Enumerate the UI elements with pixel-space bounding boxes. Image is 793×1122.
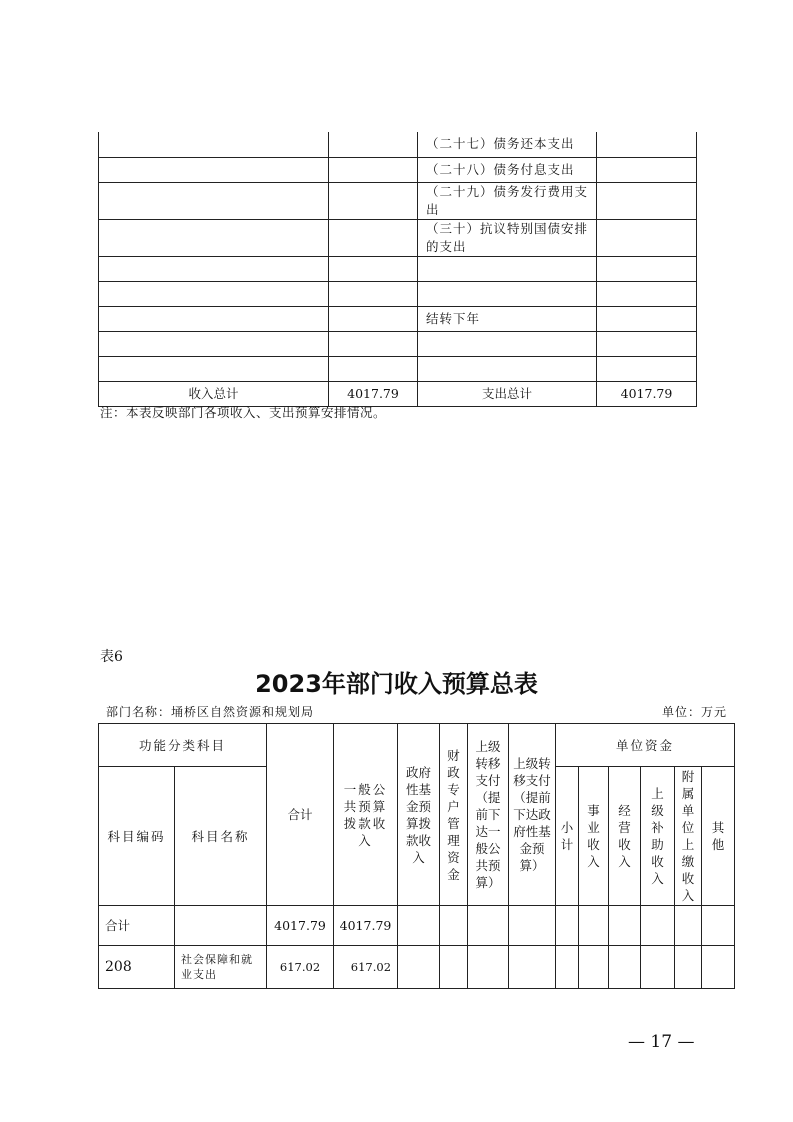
header-general: 一般公共预算拨款收入 bbox=[334, 724, 398, 906]
header-operating: 经营收入 bbox=[609, 767, 641, 906]
header-business: 事业收入 bbox=[579, 767, 609, 906]
cell-c2 bbox=[329, 256, 418, 281]
header-other: 其他 bbox=[702, 767, 735, 906]
cell-c1 bbox=[99, 157, 329, 182]
cell-c3: 支出总计 bbox=[418, 381, 597, 406]
header-code: 科目编码 bbox=[99, 767, 175, 906]
cell-c1 bbox=[99, 281, 329, 306]
page-number: — 17 — bbox=[628, 1032, 695, 1052]
unit-label: 单位：万元 bbox=[661, 705, 727, 719]
cell-c2 bbox=[329, 132, 418, 157]
table-row bbox=[99, 157, 697, 182]
income-budget-table bbox=[98, 723, 735, 989]
cell-c2 bbox=[329, 281, 418, 306]
cell-name: 社会保障和就业支出 bbox=[175, 946, 267, 989]
cell-c4 bbox=[597, 219, 697, 256]
cell-c4 bbox=[597, 331, 697, 356]
cell-c1 bbox=[99, 356, 329, 381]
header-subtotal: 小计 bbox=[556, 767, 579, 906]
cell-code: 合计 bbox=[99, 906, 175, 946]
header-gov-fund: 政府性基金预算拨款收入 bbox=[398, 724, 440, 906]
table-row bbox=[99, 256, 697, 281]
cell-general: 617.02 bbox=[334, 946, 398, 989]
table-row bbox=[99, 946, 735, 989]
department-name: 部门名称：埇桥区自然资源和规划局 bbox=[106, 705, 315, 719]
header-affiliated: 附属单位上缴收入 bbox=[675, 767, 702, 906]
cell-c4 bbox=[597, 356, 697, 381]
cell-c4 bbox=[597, 182, 697, 219]
header-name: 科目名称 bbox=[175, 767, 267, 906]
cell-c2 bbox=[329, 219, 418, 256]
cell-c4 bbox=[597, 132, 697, 157]
cell-code: 208 bbox=[99, 946, 175, 989]
cell-c1 bbox=[99, 132, 329, 157]
cell-c3 bbox=[418, 331, 597, 356]
cell-c4 bbox=[597, 256, 697, 281]
cell-c2: 4017.79 bbox=[329, 381, 418, 406]
cell-total: 617.02 bbox=[267, 946, 334, 989]
table-row bbox=[99, 219, 697, 256]
cell-c1 bbox=[99, 182, 329, 219]
cell-c3: （二十七）债务还本支出 bbox=[418, 132, 597, 157]
cell-c1 bbox=[99, 219, 329, 256]
table-row bbox=[99, 356, 697, 381]
cell-c4 bbox=[597, 306, 697, 331]
cell-c3: （二十九）债务发行费用支出 bbox=[418, 182, 597, 219]
cell-name bbox=[175, 906, 267, 946]
cell-c4 bbox=[597, 157, 697, 182]
table-row bbox=[99, 281, 697, 306]
table-row bbox=[99, 306, 697, 331]
cell-c3: （二十八）债务付息支出 bbox=[418, 157, 597, 182]
cell-c3 bbox=[418, 356, 597, 381]
cell-c2 bbox=[329, 182, 418, 219]
table-note: 注：本表反映部门各项收入、支出预算安排情况。 bbox=[100, 405, 387, 420]
cell-c1 bbox=[99, 306, 329, 331]
header-transfer-fund: 上级转移支付（提前下达政府性基金预算） bbox=[509, 724, 556, 906]
cell-c1 bbox=[99, 331, 329, 356]
cell-c3: （三十）抗议特别国债安排的支出 bbox=[418, 219, 597, 256]
header-subsidy: 上级补助收入 bbox=[641, 767, 675, 906]
table-row bbox=[99, 132, 697, 157]
header-transfer-general: 上级转移支付（提前下达一般公共预算） bbox=[468, 724, 509, 906]
cell-c2 bbox=[329, 331, 418, 356]
income-expense-table-continued bbox=[98, 132, 697, 407]
cell-general: 4017.79 bbox=[334, 906, 398, 946]
table-row bbox=[99, 182, 697, 219]
header-total: 合计 bbox=[267, 724, 334, 906]
cell-c3: 结转下年 bbox=[418, 306, 597, 331]
cell-c3 bbox=[418, 281, 597, 306]
cell-c1: 收入总计 bbox=[99, 381, 329, 406]
table-label: 表6 bbox=[100, 649, 123, 665]
table-row bbox=[99, 331, 697, 356]
cell-total: 4017.79 bbox=[267, 906, 334, 946]
cell-c4: 4017.79 bbox=[597, 381, 697, 406]
cell-c4 bbox=[597, 281, 697, 306]
cell-c2 bbox=[329, 157, 418, 182]
page-title: 2023年部门收入预算总表 bbox=[255, 670, 538, 698]
table-row bbox=[99, 906, 735, 946]
cell-c3 bbox=[418, 256, 597, 281]
header-unit-funds: 单位资金 bbox=[556, 724, 735, 767]
cell-c2 bbox=[329, 306, 418, 331]
cell-c2 bbox=[329, 356, 418, 381]
cell-c1 bbox=[99, 256, 329, 281]
header-special: 财政专户管理资金 bbox=[440, 724, 468, 906]
header-func-class: 功能分类科目 bbox=[99, 724, 267, 767]
